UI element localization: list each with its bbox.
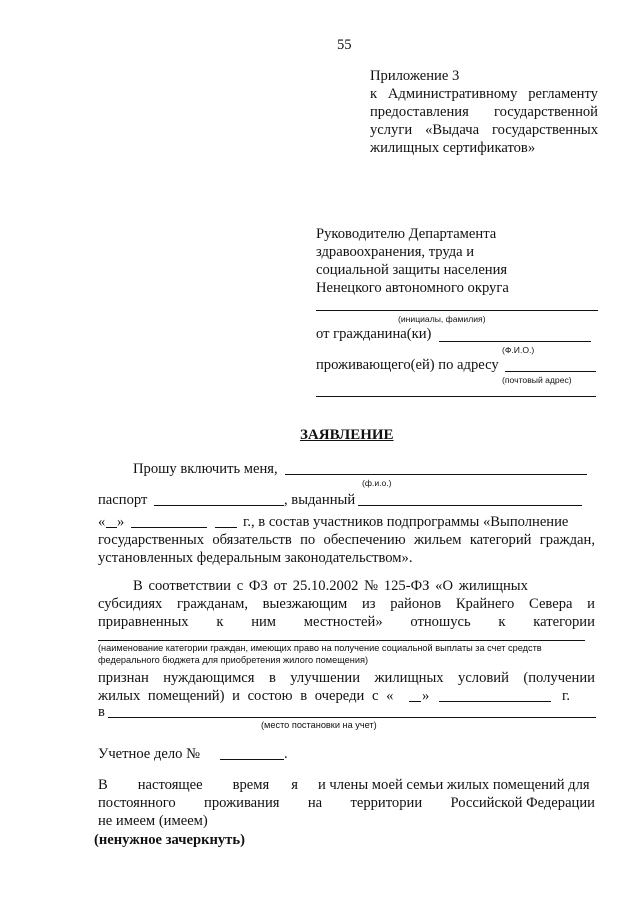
recognized-word: в: [268, 670, 276, 686]
addressee-line-3: социальной защиты населения: [316, 262, 508, 278]
law-line-3: [98, 613, 595, 631]
in-label: в: [98, 704, 105, 720]
date-month-line[interactable]: [131, 527, 207, 528]
passport-label: паспорт: [98, 492, 148, 508]
case-number-line[interactable]: [220, 759, 284, 760]
queue-day-line[interactable]: [409, 701, 421, 702]
year-suffix-text: г., в состав участников подпрограммы «Выполнение: [243, 514, 569, 530]
recognized-word: (получении: [523, 670, 595, 686]
law-word: к: [216, 614, 224, 630]
address-caption: (почтовый адрес): [502, 375, 572, 385]
law-word: приравненных: [98, 614, 189, 630]
addressee-line-4: Ненецкого автономного округа: [316, 280, 509, 296]
have-line: не имеем (имеем): [98, 813, 208, 829]
page-number: 55: [337, 37, 352, 53]
appendix-word: услуги: [370, 122, 413, 138]
appendix-word: регламенту: [528, 86, 598, 102]
law-line-2: субсидиях гражданам, выезжающим из районов Крайнего Севера и: [98, 596, 595, 612]
body-line-established: установленных федеральным законодательством».: [98, 550, 413, 566]
address-field-line[interactable]: [505, 371, 596, 372]
now-line: [98, 776, 595, 794]
recognized-word: признан: [98, 670, 149, 686]
category-caption-1: (наименование категории граждан, имеющих право на получение социальной выплаты за счет средств: [98, 643, 542, 653]
appendix-word: Административному: [387, 86, 518, 102]
recognized-word: условий: [458, 670, 509, 686]
fio-caption: (Ф.И.О.): [502, 345, 535, 355]
category-field-line[interactable]: [98, 640, 585, 641]
appendix-line-2: [370, 103, 598, 121]
now-word: время: [232, 777, 270, 793]
now-word: В: [98, 777, 108, 793]
fio-field-line[interactable]: [439, 341, 591, 342]
addressee-line-1: Руководителю Департамента: [316, 226, 497, 242]
place-caption: (место постановки на учет): [261, 720, 377, 730]
queue-date-line[interactable]: [439, 701, 551, 702]
perm-word: постоянного: [98, 795, 176, 811]
date-day-line[interactable]: [106, 527, 117, 528]
appendix-word: государственной: [493, 104, 598, 120]
body-line-state: государственных обязательств по обеспечению жильем категорий граждан,: [98, 532, 595, 548]
strike-note: (ненужное зачеркнуть): [94, 832, 245, 848]
law-word: к: [498, 614, 506, 630]
appendix-line-3: [370, 121, 598, 139]
document-heading: ЗАЯВЛЕНИЕ: [300, 427, 394, 443]
perm-word: территории: [350, 795, 423, 811]
now-word: настоящее: [137, 777, 203, 793]
initials-field-line[interactable]: [316, 310, 598, 311]
addressee-line-2: здравоохранения, труда и: [316, 244, 475, 260]
recognized-line: [98, 669, 595, 687]
category-caption-2: федерального бюджета для приобретения жилого помещения): [98, 655, 369, 665]
queue-year-label: г.: [562, 688, 570, 704]
recognized-word: нуждающимся: [163, 670, 255, 686]
appendix-line-4: жилищных сертификатов»: [370, 140, 536, 156]
appendix-word: к: [370, 86, 378, 102]
date-year-line[interactable]: [215, 527, 237, 528]
appendix-word: государственных: [491, 122, 598, 138]
request-fio-caption: (ф.и.о.): [362, 478, 392, 488]
law-word: ним: [251, 614, 277, 630]
now-word: и члены моей семьи жилых помещений для: [317, 777, 590, 793]
from-label: от гражданина(ки): [316, 326, 432, 342]
law-word: местностей»: [303, 614, 383, 630]
queue-text: жилых помещений) и состою в очереди с «: [98, 688, 394, 704]
recognized-word: жилищных: [374, 670, 444, 686]
initials-caption: (инициалы, фамилия): [398, 314, 486, 324]
law-word: категории: [533, 614, 595, 630]
law-line-1: В соответствии с ФЗ от 25.10.2002 № 125-ФЗ «О жилищных: [133, 578, 528, 594]
queue-close-quote: »: [422, 688, 430, 704]
address-label: проживающего(ей) по адресу: [316, 357, 499, 373]
perm-word: Российской Федерации: [450, 795, 595, 811]
appendix-word: предоставления: [370, 104, 469, 120]
appendix-word: «Выдача: [425, 122, 480, 138]
request-fio-line[interactable]: [285, 474, 587, 475]
perm-word: на: [307, 795, 323, 811]
case-dot: .: [284, 746, 288, 762]
case-label: Учетное дело №: [98, 746, 200, 762]
appendix-line-1: [370, 85, 598, 103]
address-field-line-2[interactable]: [316, 396, 596, 397]
place-field-line[interactable]: [108, 717, 596, 718]
issued-by-field-line[interactable]: [358, 505, 582, 506]
perm-line: [98, 794, 595, 812]
now-word: я: [291, 777, 298, 793]
perm-word: проживания: [204, 795, 280, 811]
recognized-word: улучшении: [290, 670, 361, 686]
passport-field-line[interactable]: [154, 505, 284, 506]
law-word: отношусь: [410, 614, 471, 630]
issued-label: , выданный: [284, 492, 356, 508]
date-open-quote: «: [98, 514, 106, 530]
appendix-title: Приложение 3: [370, 68, 460, 84]
request-label: Прошу включить меня,: [133, 461, 278, 477]
date-close-quote: »: [117, 514, 125, 530]
